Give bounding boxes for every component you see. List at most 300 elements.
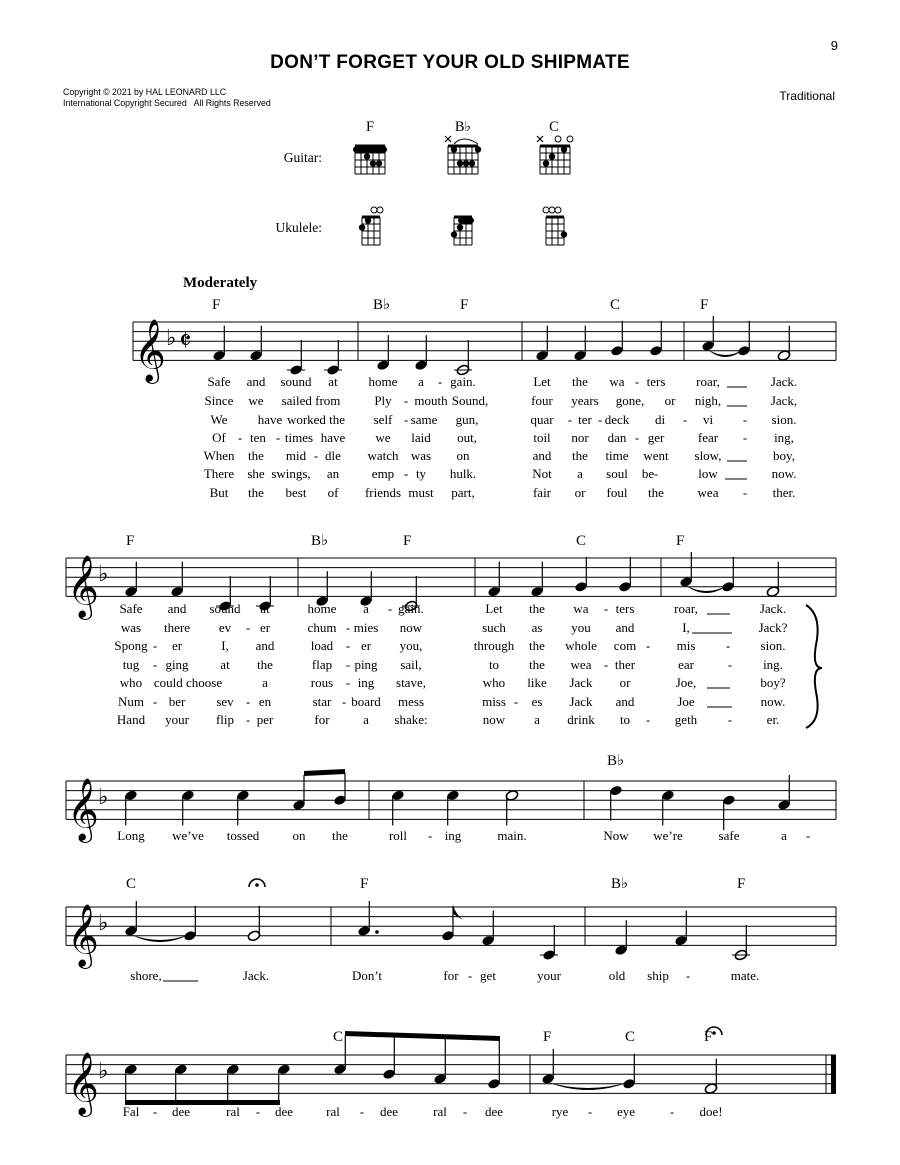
lyric-syllable: - xyxy=(587,1104,593,1119)
lyric-syllable: hulk. xyxy=(449,466,477,481)
lyric-syllable: gain. xyxy=(450,374,476,389)
chord-diagram-name-c: C xyxy=(549,119,559,135)
lyric-syllable: roar, xyxy=(696,374,720,389)
chord-symbol-f: F xyxy=(126,533,135,549)
lyric-syllable: - xyxy=(403,393,409,408)
lyric-syllable: ear xyxy=(678,657,694,672)
lyric-syllable: part, xyxy=(451,485,475,500)
lyric-syllable: old xyxy=(608,968,626,983)
lyric-syllable: - xyxy=(345,638,351,653)
lyric-syllable: on xyxy=(292,828,306,843)
lyric-syllable: you xyxy=(571,620,591,635)
lyric-syllable: the xyxy=(572,448,588,463)
slur xyxy=(707,349,744,357)
fingering-dot xyxy=(376,160,382,166)
lyric-syllable: - xyxy=(152,657,158,672)
lyric-syllable: Not xyxy=(532,466,552,481)
lyric-syllable: ship xyxy=(647,968,669,983)
lyric-syllable: ing. xyxy=(763,657,783,672)
lyric-syllable: doe! xyxy=(699,1104,723,1119)
treble-clef-icon: 𝄞 xyxy=(67,556,99,617)
fingering-dot xyxy=(549,153,555,159)
lyric-syllable: Let xyxy=(485,601,503,616)
lyric-syllable: sev xyxy=(216,694,234,709)
lyric-syllable: I, xyxy=(682,620,690,635)
lyric-syllable: and xyxy=(615,620,635,635)
chord-symbol-c: C xyxy=(625,1029,636,1045)
lyric-syllable: ping xyxy=(354,657,378,672)
treble-clef-icon: 𝄞 xyxy=(134,320,166,381)
lyric-syllable: a xyxy=(781,828,787,843)
lyric-syllable: geth xyxy=(674,712,698,727)
lyric-syllable: times xyxy=(284,430,314,445)
lyric-syllable: the xyxy=(248,485,264,500)
lyric-syllable: - xyxy=(152,638,158,653)
lyric-syllable: four xyxy=(531,393,553,408)
staff-system-4 xyxy=(66,907,836,945)
lyric-syllable: mouth xyxy=(414,393,448,408)
lyric-syllable: and xyxy=(246,374,266,389)
lyric-syllable: be xyxy=(641,466,655,481)
lyric-syllable: years xyxy=(571,393,599,408)
lyric-syllable: Spong xyxy=(114,638,148,653)
lyric-syllable: time xyxy=(605,448,629,463)
lyric-syllable: sound xyxy=(209,601,241,616)
lyric-syllable: miss xyxy=(482,694,506,709)
lyric-syllable: gun, xyxy=(455,412,479,427)
ukulele-label: Ukulele: xyxy=(275,220,322,235)
lyric-syllable: or xyxy=(574,485,586,500)
lyric-syllable: fair xyxy=(532,485,552,500)
fermata-dot xyxy=(712,1031,716,1035)
final-barline-thick xyxy=(831,1055,836,1093)
lyric-syllable: board xyxy=(351,694,381,709)
lyric-syllable: - xyxy=(742,485,748,500)
treble-clef-icon: 𝄞 xyxy=(67,905,99,966)
lyric-syllable: Ply xyxy=(374,393,392,408)
attribution: Traditional xyxy=(779,89,835,103)
lyric-syllable: mis xyxy=(676,638,696,653)
lyric-syllable: the xyxy=(529,601,545,616)
lyric-syllable: dee xyxy=(171,1104,191,1119)
lyric-syllable: - xyxy=(742,430,748,445)
lyric-syllable: your xyxy=(537,968,561,983)
lyric-syllable: Fal xyxy=(122,1104,140,1119)
chord-diagram-name-f: F xyxy=(365,119,375,135)
lyric-syllable: We xyxy=(210,412,228,427)
lyric-syllable: mate. xyxy=(730,968,760,983)
lyric-syllable: wea xyxy=(570,657,592,672)
lyric-syllable: dan xyxy=(607,430,627,445)
fingering-dot xyxy=(561,231,567,237)
lyric-syllable: - xyxy=(359,1104,365,1119)
lyric-syllable: Num xyxy=(118,694,144,709)
lyric-syllable: slow, xyxy=(694,448,722,463)
slur xyxy=(685,585,728,593)
lyric-syllable: - xyxy=(685,968,691,983)
fingering-dot xyxy=(365,217,371,223)
lyric-syllable: now. xyxy=(760,694,786,709)
lyric-syllable: er xyxy=(360,638,372,653)
lyric-syllable: deck xyxy=(604,412,630,427)
lyric-syllable: - xyxy=(634,430,640,445)
lyric-syllable: dee xyxy=(484,1104,504,1119)
lyric-syllable: the xyxy=(332,828,348,843)
lyric-syllable: - xyxy=(313,448,319,463)
lyric-syllable: we xyxy=(248,393,264,408)
lyric-syllable: main. xyxy=(497,828,527,843)
lyric-syllable: ther xyxy=(614,657,636,672)
lyric-syllable: tossed xyxy=(226,828,260,843)
lyric-syllable: drink xyxy=(567,712,595,727)
guitar-label: Guitar: xyxy=(283,150,322,165)
lyric-syllable: was xyxy=(120,620,142,635)
lyric-syllable: es xyxy=(531,694,543,709)
lyric-syllable: went xyxy=(643,448,669,463)
lyric-syllable: mess xyxy=(398,694,424,709)
lyric-syllable: of xyxy=(327,485,339,500)
lyric-syllable: star xyxy=(312,694,332,709)
lyric-syllable: gain. xyxy=(398,601,424,616)
lyric-syllable: ters xyxy=(615,601,635,616)
lyric-syllable: - xyxy=(237,430,243,445)
lyric-syllable: When xyxy=(203,448,235,463)
copyright-line-2: International Copyright Secured All Rights Reserved xyxy=(63,98,271,108)
lyric-syllable: your xyxy=(165,712,189,727)
lyric-syllable: soul xyxy=(606,466,628,481)
lyric-syllable: fear xyxy=(697,430,719,445)
lyric-syllable: - xyxy=(345,620,351,635)
lyric-syllable: ral xyxy=(226,1104,240,1119)
lyric-syllable: mid xyxy=(285,448,307,463)
treble-clef-icon: 𝄞 xyxy=(67,779,99,840)
lyric-syllable: to xyxy=(619,712,631,727)
lyric-syllable: Don’t xyxy=(351,968,383,983)
lyric-syllable: who xyxy=(119,675,143,690)
lyric-syllable: rye xyxy=(551,1104,569,1119)
fingering-dot xyxy=(451,231,457,237)
chord-symbol-f: F xyxy=(212,297,221,313)
chord-symbol-c: C xyxy=(610,297,621,313)
lyric-syllable: chum xyxy=(307,620,337,635)
lyric-syllable: now. xyxy=(771,466,797,481)
lyric-syllable: on xyxy=(456,448,470,463)
lyric-syllable: to xyxy=(488,657,500,672)
lyric-syllable: she xyxy=(247,466,265,481)
tempo-marking: Moderately xyxy=(183,275,258,291)
lyric-syllable: Jack? xyxy=(758,620,788,635)
lyric-syllable: whole xyxy=(565,638,597,653)
lyric-syllable: friends xyxy=(364,485,402,500)
lyric-syllable: the xyxy=(648,485,664,500)
lyric-syllable: same xyxy=(410,412,438,427)
lyric-syllable: an xyxy=(326,466,340,481)
open-string-marker xyxy=(567,136,573,142)
lyric-syllable: through xyxy=(473,638,515,653)
lyric-syllable: we xyxy=(375,430,391,445)
lyric-syllable: such xyxy=(482,620,506,635)
lyric-syllable: a xyxy=(418,374,424,389)
chord-symbol-f: F xyxy=(737,876,746,892)
lyric-syllable: nor xyxy=(571,430,589,445)
lyric-syllable: roar, xyxy=(674,601,698,616)
chord-symbol-c: C xyxy=(333,1029,344,1045)
lyric-syllable: ev xyxy=(218,620,232,635)
lyric-syllable: Joe xyxy=(677,694,695,709)
lyric-syllable: sion. xyxy=(760,638,786,653)
lyric-syllable: - xyxy=(603,601,609,616)
lyric-syllable: out, xyxy=(457,430,477,445)
lyric-syllable: flip xyxy=(215,712,235,727)
lyric-syllable: Jack. xyxy=(242,968,270,983)
lyric-syllable: tug xyxy=(122,657,140,672)
fingering-dot xyxy=(370,160,376,166)
beam xyxy=(304,769,345,776)
lyric-syllable: safe xyxy=(718,828,740,843)
lyric-syllable: sailed from xyxy=(281,393,341,408)
lyric-syllable: ing xyxy=(444,828,462,843)
chord-symbol-c: C xyxy=(126,876,137,892)
chord-symbol-f: F xyxy=(700,297,709,313)
lyric-syllable: mies xyxy=(353,620,379,635)
lyric-syllable: there xyxy=(164,620,190,635)
lyric-syllable: - xyxy=(727,712,733,727)
lyric-syllable: - xyxy=(645,638,651,653)
open-string-marker xyxy=(371,207,377,213)
lyric-syllable: could choose xyxy=(153,675,223,690)
lyric-syllable: Sound, xyxy=(451,393,489,408)
lyric-syllable: ty xyxy=(415,466,427,481)
lyric-syllable: - xyxy=(467,968,473,983)
lyric-syllable: a xyxy=(577,466,583,481)
lyric-syllable: dle xyxy=(325,448,341,463)
lyric-syllable: - xyxy=(567,412,573,427)
lyric-syllable: - xyxy=(437,374,443,389)
barre xyxy=(353,147,387,153)
lyric-syllable: - xyxy=(387,601,393,616)
lyric-syllable: a xyxy=(262,675,268,690)
lyric-syllable: Joe, xyxy=(675,675,697,690)
lyric-syllable: have xyxy=(320,430,346,445)
staff-system-3 xyxy=(66,781,836,819)
lyric-syllable: sound xyxy=(280,374,312,389)
lyric-syllable: you, xyxy=(399,638,423,653)
lyric-syllable: Jack. xyxy=(759,601,787,616)
lyric-syllable: - xyxy=(727,657,733,672)
lyric-syllable: rous xyxy=(310,675,334,690)
open-string-marker xyxy=(377,207,383,213)
lyric-syllable: sion. xyxy=(771,412,797,427)
lyric-syllable: - xyxy=(152,1104,158,1119)
key-signature-flat: ♭ xyxy=(98,1058,109,1084)
lyric-syllable: - xyxy=(597,412,603,427)
lyric-syllable: dee xyxy=(274,1104,294,1119)
fingering-dot xyxy=(561,146,567,152)
lyric-syllable: per xyxy=(256,712,274,727)
key-signature-flat: ♭ xyxy=(98,561,109,587)
lyric-syllable: the xyxy=(529,657,545,672)
fingering-dot xyxy=(364,153,370,159)
lyric-syllable: and xyxy=(255,638,275,653)
lyric-syllable: ber xyxy=(168,694,186,709)
lyric-syllable: wa xyxy=(573,601,589,616)
lyric-syllable: - xyxy=(245,620,251,635)
lyric-syllable: toil xyxy=(533,430,551,445)
lyric-syllable: er xyxy=(171,638,183,653)
chord-symbol-f: F xyxy=(704,1029,713,1045)
lyric-syllable: at xyxy=(220,657,230,672)
open-string-marker xyxy=(549,207,555,213)
lyric-syllable: was xyxy=(410,448,432,463)
lyric-syllable: ging xyxy=(165,657,189,672)
barre xyxy=(458,218,474,224)
lyric-syllable: Jack xyxy=(569,675,593,690)
lyric-syllable: stave, xyxy=(396,675,426,690)
beam xyxy=(345,1031,500,1041)
lyric-syllable: ing xyxy=(357,675,375,690)
lyric-syllable: - xyxy=(403,466,409,481)
lyric-syllable: But xyxy=(209,485,229,500)
lyric-syllable: foul xyxy=(606,485,628,500)
lyric-syllable: quar xyxy=(530,412,554,427)
lyric-syllable: - xyxy=(653,466,659,481)
lyric-syllable: vi xyxy=(702,412,714,427)
lyric-syllable: di xyxy=(654,412,666,427)
lyric-syllable: en xyxy=(258,694,272,709)
staff-system-5 xyxy=(66,1055,836,1093)
key-signature-flat: ♭ xyxy=(98,910,109,936)
lyric-syllable: Let xyxy=(533,374,551,389)
lyric-syllable: ten xyxy=(250,430,266,445)
lyric-syllable: and xyxy=(167,601,187,616)
lyric-syllable: - xyxy=(725,638,731,653)
fingering-dot xyxy=(543,160,549,166)
lyric-syllable: best xyxy=(285,485,307,500)
lyric-syllable: - xyxy=(805,828,811,843)
fingering-dot xyxy=(475,146,481,152)
chord-symbol-f: F xyxy=(460,297,469,313)
lyric-syllable: we’ve xyxy=(172,828,204,843)
lyric-syllable: laid xyxy=(411,430,431,445)
lyric-syllable: watch xyxy=(367,448,399,463)
lyric-syllable: Hand xyxy=(116,712,146,727)
lyric-syllable: - xyxy=(634,374,640,389)
chord-symbol-bflat: B♭ xyxy=(611,876,629,892)
lyric-syllable: self xyxy=(373,412,393,427)
note-flag xyxy=(453,906,463,920)
lyric-syllable: - xyxy=(245,694,251,709)
lyric-syllable: for xyxy=(443,968,459,983)
lyric-syllable: as xyxy=(531,620,543,635)
lyric-syllable: I, xyxy=(221,638,229,653)
lyric-syllable: for xyxy=(314,712,330,727)
chord-symbol-bflat: B♭ xyxy=(607,753,625,769)
lyric-syllable: gone, xyxy=(615,393,645,408)
chord-symbol-f: F xyxy=(543,1029,552,1045)
lyric-syllable: - xyxy=(742,412,748,427)
lyric-syllable: Now xyxy=(603,828,629,843)
lyric-syllable: - xyxy=(345,675,351,690)
lyric-syllable: wea xyxy=(697,485,719,500)
fingering-dot xyxy=(463,160,469,166)
lyric-syllable: nigh, xyxy=(694,393,722,408)
chord-diagram-name-bflat: B♭ xyxy=(454,119,472,135)
chord-symbol-f: F xyxy=(676,533,685,549)
lyric-syllable: Jack xyxy=(569,694,593,709)
lyric-syllable: now xyxy=(482,712,506,727)
lyric-syllable: er. xyxy=(766,712,780,727)
lyric-syllable: - xyxy=(645,712,651,727)
lyric-syllable: ger xyxy=(647,430,665,445)
lyric-syllable: roll xyxy=(388,828,408,843)
lyric-syllable: - xyxy=(513,694,519,709)
barre-arc xyxy=(454,139,478,144)
lyric-syllable: low xyxy=(698,466,718,481)
lyric-syllable: get xyxy=(480,968,496,983)
lyric-syllable: a xyxy=(363,601,369,616)
cut-time-icon: 𝄵 xyxy=(179,326,192,358)
lyric-syllable: we’re xyxy=(653,828,683,843)
lyric-syllable: ters xyxy=(646,374,666,389)
lyric-syllable: the xyxy=(529,638,545,653)
lyric-syllable: load xyxy=(310,638,334,653)
lyric-syllable: at xyxy=(260,601,270,616)
lyric-syllable: - xyxy=(403,412,409,427)
lyric-syllable: shake: xyxy=(394,712,428,727)
lyric-syllable: at xyxy=(328,374,338,389)
lyric-syllable: have xyxy=(257,412,283,427)
lyric-syllable: flap xyxy=(311,657,333,672)
lyric-syllable: dee xyxy=(379,1104,399,1119)
lyric-syllable: ral xyxy=(433,1104,447,1119)
lyric-syllable: or xyxy=(664,393,676,408)
lyric-syllable: ral xyxy=(326,1104,340,1119)
lyric-syllable: and xyxy=(532,448,552,463)
lyric-syllable: Since xyxy=(204,393,234,408)
key-signature-flat: ♭ xyxy=(166,325,177,351)
open-string-marker xyxy=(555,136,561,142)
fermata-dot xyxy=(255,883,259,887)
lyric-syllable: a xyxy=(534,712,540,727)
open-string-marker xyxy=(543,207,549,213)
chord-symbol-c: C xyxy=(576,533,587,549)
fingering-dot xyxy=(469,160,475,166)
lyric-syllable: - xyxy=(345,657,351,672)
lyric-syllable: Safe xyxy=(119,601,143,616)
lyric-syllable: - xyxy=(245,712,251,727)
fingering-dot xyxy=(457,160,463,166)
lyric-syllable: ther. xyxy=(772,485,796,500)
lyric-syllable: home xyxy=(368,374,398,389)
lyric-syllable: wa xyxy=(609,374,625,389)
verse-bracket xyxy=(806,605,822,728)
lyric-syllable: Long xyxy=(117,828,145,843)
lyric-syllable: er xyxy=(259,620,271,635)
lyric-syllable: There xyxy=(203,466,235,481)
chord-symbol-f: F xyxy=(403,533,412,549)
lyric-syllable: the xyxy=(257,657,273,672)
open-string-marker xyxy=(555,207,561,213)
lyric-syllable: a xyxy=(363,712,369,727)
chord-symbol-bflat: B♭ xyxy=(373,297,391,313)
lyric-syllable: emp xyxy=(371,466,395,481)
lyric-syllable: boy? xyxy=(760,675,786,690)
lyric-syllable: or xyxy=(619,675,631,690)
lyric-syllable: - xyxy=(427,828,433,843)
key-signature-flat: ♭ xyxy=(98,784,109,810)
treble-clef-icon: 𝄞 xyxy=(67,1053,99,1114)
lyric-syllable: worked the xyxy=(286,412,346,427)
